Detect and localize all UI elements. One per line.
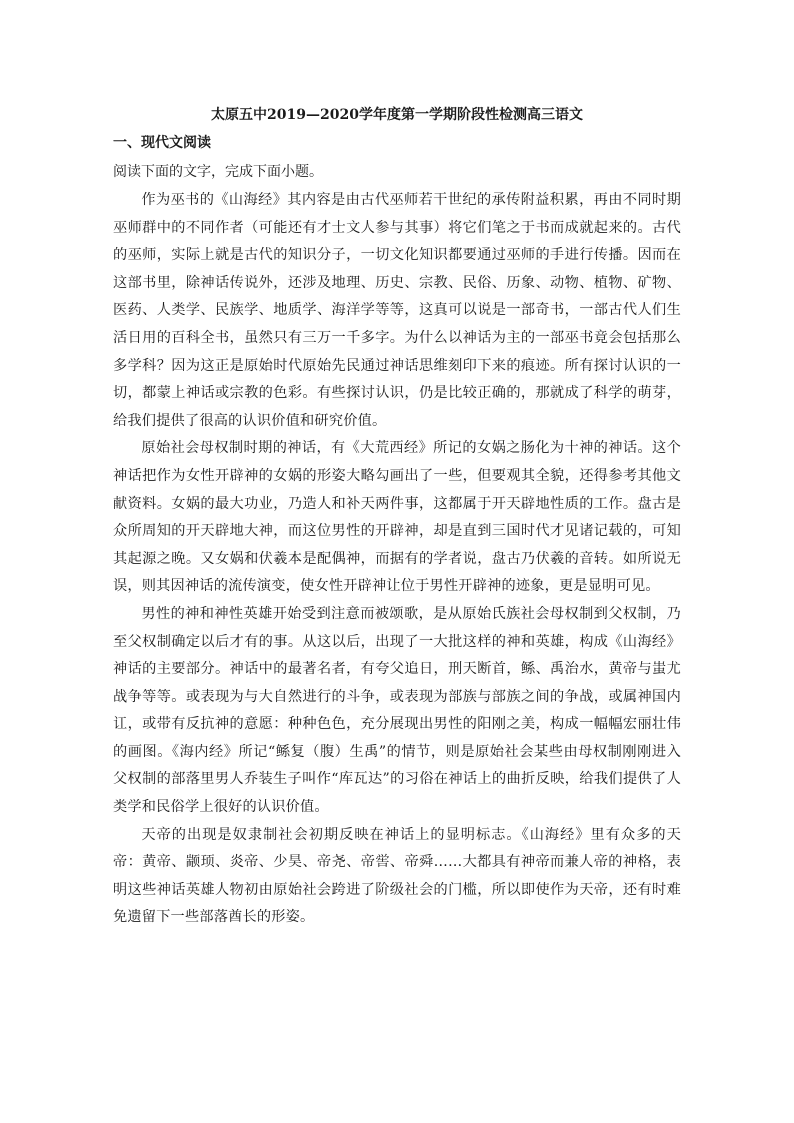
passage-paragraph-3: 男性的神和神性英雄开始受到注意而被颂歌，是从原始氏族社会母权制到父权制，乃至父权制确定以后才有的事。从这以后，出现了一大批这样的神和英雄，构成《山海经》神话的主要部分。神话中的最著名者，有夸父追日，刑天断首，鲧、禹治水，黄帝与蚩尤战争等等。或表现为与大自然进行的斗争，或表现为部族与部族之间的争战，或属神国内讧，或带有反抗神的意愿：种种色色，充分展现出男性的阳刚之美，构成一幅幅宏丽壮伟的画图。《海内经》所记“鲧复（腹）生禹”的情节，则是原始社会某些由母权制刚刚进入父权制的部落里男人乔装生子叫作“库瓦达”的习俗在神话上的曲折反映，给我们提供了人类学和民俗学上很好的认识价值。	[113, 605, 681, 816]
passage-paragraph-4: 天帝的出现是奴隶制社会初期反映在神话上的显明标志。《山海经》里有众多的天帝：黄帝、颛顼、炎帝、少昊、帝尧、帝喾、帝舜……大都具有神帝而兼人帝的神格，表明这些神话英雄人物初由原始社会跨进了阶级社会的门槛，所以即使作为天帝，还有时难免遗留下一些部落酋长的形姿。	[113, 826, 681, 926]
document-title: 太原五中2019—2020学年度第一学期阶段性检测高三语文	[211, 107, 583, 123]
passage-paragraph-1: 作为巫书的《山海经》其内容是由古代巫师若干世纪的承传附益积累，再由不同时期巫师群中的不同作者（可能还有才士文人参与其事）将它们笔之于书而成就起来的。古代的巫师，实际上就是古代的知识分子，一切文化知识都要通过巫师的手进行传播。因而在这部书里，除神话传说外，还涉及地理、历史、宗教、民俗、历象、动物、植物、矿物、医药、人类学、民族学、地质学、海洋学等等，这真可以说是一部奇书，一部古代人们生活日用的百科全书，虽然只有三万一千多字。为什么以神话为主的一部巫书竟会包括那么多学科？因为这正是原始时代原始先民通过神话思维刻印下来的痕迹。所有探讨认识的一切，都蒙上神话或宗教的色彩。有些探讨认识，仍是比较正确的，那就成了科学的萌芽，给我们提供了很高的认识价值和研究价值。	[113, 192, 681, 429]
passage-paragraph-2: 原始社会母权制时期的神话，有《大荒西经》所记的女娲之肠化为十神的神话。这个神话把作为女性开辟神的女娲的形姿大略勾画出了一些，但要观其全貌，还得参考其他文献资料。女娲的最大功业，乃造人和补天两件事，这都属于开天辟地性质的工作。盘古是众所周知的开天辟地大神，而这位男性的开辟神，却是直到三国时代才见诸记载的，可知其起源之晚。又女娲和伏羲本是配偶神，而据有的学者说，盘古乃伏羲的音转。如所说无误，则其因神话的流传演变，使女性开辟神让位于男性开辟神的迹象，更是显明可见。	[113, 440, 681, 595]
passage-body	[113, 187, 681, 932]
reading-instruction: 阅读下面的文字，完成下面小题。	[113, 164, 323, 180]
section-heading: 一、现代文阅读	[113, 135, 211, 151]
